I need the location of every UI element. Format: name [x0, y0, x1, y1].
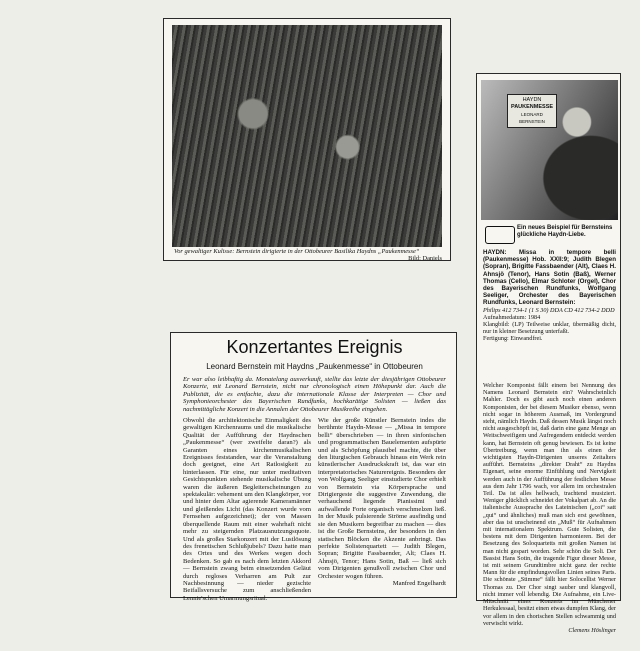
photo-caption — [174, 248, 442, 262]
article-lead: Er war also leibhaftig da. Monatelang ausverkauft, stellte das letzte der diesjährigen Ottobeurer Konzerte, mit Leonard Bernstein, nicht nur chronologisch einen Höhepunkt dar. Auch die Publizität, die es entfachte, dazu die internationale Klasse der Interpreten — Chor und Symphonieorchester des Bayerischen Rundfunks, hochkarätige Solisten — ließen das nachmittägliche Konzert in die Annalen der Ottobeurer Musikreihe eingehen. — [183, 376, 446, 413]
review-body-text: Welcher Komponist fällt einem bei Nennung des Namens Leonard Bernstein ein? Wahrscheinlich Mahler. Doch es gibt auch noch einen anderen Komponisten, der bei diesem Musiker ebenso, wenn nicht sogar in höherem Ausmaß, im Vordergrund steht, nämlich Haydn. Daß dessen Musik längst noch nicht ausgeschöpft ist, daß darin eine ganz Menge an Weitschweifigem und Aufregendem entdeckt werden kann, hat Bernstein oft genug bewiesen. Es ist keine Übertreibung, wenn man ihn als einen der wichtigsten Haydn-Dirigenten unseres Zeitalters aufführt. Bernsteins „direkter Draht“ zu Haydns Eigenart, seine enorme Einfühlung und Nervigkeit werden auch in der Aufführung der festlichen Messe aus dem Jahr 1796 wach, vor allem im orchestralen Teil. Da ist alles hellwach, trachtend musiziert. Weniger glücklich schneidet der Vokalpart ab. An die italienische Aussprache des Lateinischen („coi“ satt „qui“ und ähnliches) muß man sich erst gewöhnen, aber das ist unscheinend ein „Muß“ für Aufnahmen mit internationalem Spektrum. Gute Solisten, die bestens mit dem Dirigenten harmonieren. Bei der Besetzung des Soloquartetts mit großen Namen ist man nicht gespart worden. Sehr schön die Soli. Der Bassist Hans Sotin, die tragende Figur dieser Messe, ist mit seinem Grundtimbre nicht ganz der rechte Mann für die empfindungsvollen Linien seines Parts. Die schönste „Stimme“ fällt hier Solocellist Werner Thomas zu. Der Chor singt sauber und klangvoll, nicht immer voll lebendig. Die Aufnahme, ein Live-Mitschnitt eines Konzerts im Münchener Herkulessaal, besitzt einen etwas dumpfen Klang, der vor allem in den chorischen Stellen schwammig und verwischt wirkt. — [483, 382, 616, 627]
article-subheadline: Leonard Bernstein mit Haydns „Paukenmesse“ in Ottobeuren — [206, 362, 423, 371]
album-cover-title — [507, 94, 557, 128]
top-photo-clipping — [163, 18, 451, 261]
photo-caption-text: Vor gewaltiger Kulisse: Bernstein dirigierte in der Ottobeurer Basilika Haydns „Paukenmesse“ — [174, 248, 420, 255]
article-column-2 — [318, 417, 446, 593]
photo-credit: Bild: Daniels — [408, 255, 442, 262]
production-rating: Fertigung: Einwandfrei. — [483, 335, 543, 343]
review-label-text: Ein neues Beispiel für Bernsteins glückliche Haydn-Liebe. — [517, 225, 613, 238]
article-column-2-text: Wie der große Künstler Bernstein indes die berühmte Haydn-Messe — „Missa in tempore belli“ überschrieben — in ihren sinfonischen und programmatischen Bauelementen aufspürte und als Schöpfung plausibel machte, die über den liturgischen Gebrauch hinaus ein Werk rein künstlerischer Ausdruckskraft ist, das war ein interpretatorisches Naturereignis. Besonders der von Wolfgang Seeliger einstudierte Chor erhielt von Bernstein via Körpersprache und Dirigiergeste die suggestive Zuwendung, die verhauchend liegende Pianissimi und aufwallende Forte organisch verschmelzen ließ. In der Musik pulsierende Ströme ausfindig und sie den Musikern begreifbar zu machen — dies ist die Große Bernsteins, der besonders in den statischen Blöcken die Akzente anbringt. Das perfekte Solistenquartett — Judith Blegen, Sopran; Brigitte Fassbaender, Alt; Claes H. Ahnsjö, Tenor; Hans Sotin, Baß — ließ sich vom Dirigenten genußvoll zwischen Chor und Orchester wogen führen. — [318, 417, 446, 580]
cover-line-1: HAYDN — [522, 97, 542, 103]
record-review-clipping — [476, 73, 621, 634]
sound-rating: Klangbild: (LP) Teilweise unklar, übermäßig dicht, nur in kleiner Besetzung unterfaßt. — [483, 321, 616, 336]
article-author: Manfred Engelhardt — [392, 579, 446, 587]
album-cover-photo — [481, 80, 618, 220]
catalog-number: Philips 412 734-1 (1 S 30) DDA CD 412 734-2 DDD — [483, 306, 615, 314]
review-author: Clemens Höslinger — [568, 626, 616, 634]
article-headline: Konzertantes Ereignis — [226, 337, 403, 357]
review-details — [483, 249, 616, 379]
concert-photo — [172, 25, 442, 247]
recording-date: Aufnahmedatum: 1984 — [483, 313, 541, 321]
article-clipping — [170, 332, 457, 602]
cover-line-3: LEONARD BERNSTEIN — [519, 112, 545, 124]
article-column-1: Obwohl die architektonische Einmaligkeit des gewaltigen Kirchenraums und die musikalische Qualität der Aufführung der Haydnschen „Paukenmesse“ (wer zweifelte daran?) als Garanten eines kirchenmusikalischen Ereignisses feststanden, war die Veranstaltung doch geeignet, eine Art Ratlosigkeit zu hinterlassen. Für eine, nur unter meditativen Gesichtspunkten stehende musikalische Übung waren die äußeren Begleiterscheinungen zu spektakulär: vehement um den Klangkörper, vor und hinter dem Altar agierende Kameramänner und gleißendes Licht (das Konzert wurde vom Fernsehen aufgezeichnet); der von Massen überquellende Raum mit einer wahrhaft nicht mehr zu steigernden Platzausnutzungsquote. Und als großes Starkonzert mit der Lustlösung des frenetischen Schlußjubels? Dazu hatte man des Ortes und des Werkes wegen doch Bedenken. So gab es nach dem letzten Akkord — Bernstein zwang beim einsetzenden Geläut durch regloses Verharren am Pult zur Nachbesinnung — nieder gezischte Beifallsversuche zum anschließenden Lennie'schen Umarmungsritual. — [183, 417, 311, 602]
cd-symbol-icon — [485, 226, 515, 244]
record-info: HAYDN: Missa in tempore belli (Paukenmesse) Hob. XXII:9; Judith Blegen (Sopran), Brigitte Fassbaender (Alt), Claes H. Ahnsjö (Tenor), Hans Sotin (Baß), Werner Thomas (Cello), Elmar Schloter (Orgel), Chor des Bayerischen Rundfunks, Wolfgang Seeliger, Orchester des Bayerischen Rundfunks, Leonard Bernstein: — [483, 249, 616, 307]
review-body — [483, 382, 616, 634]
cover-line-2: PAUKENMESSE — [510, 104, 554, 110]
